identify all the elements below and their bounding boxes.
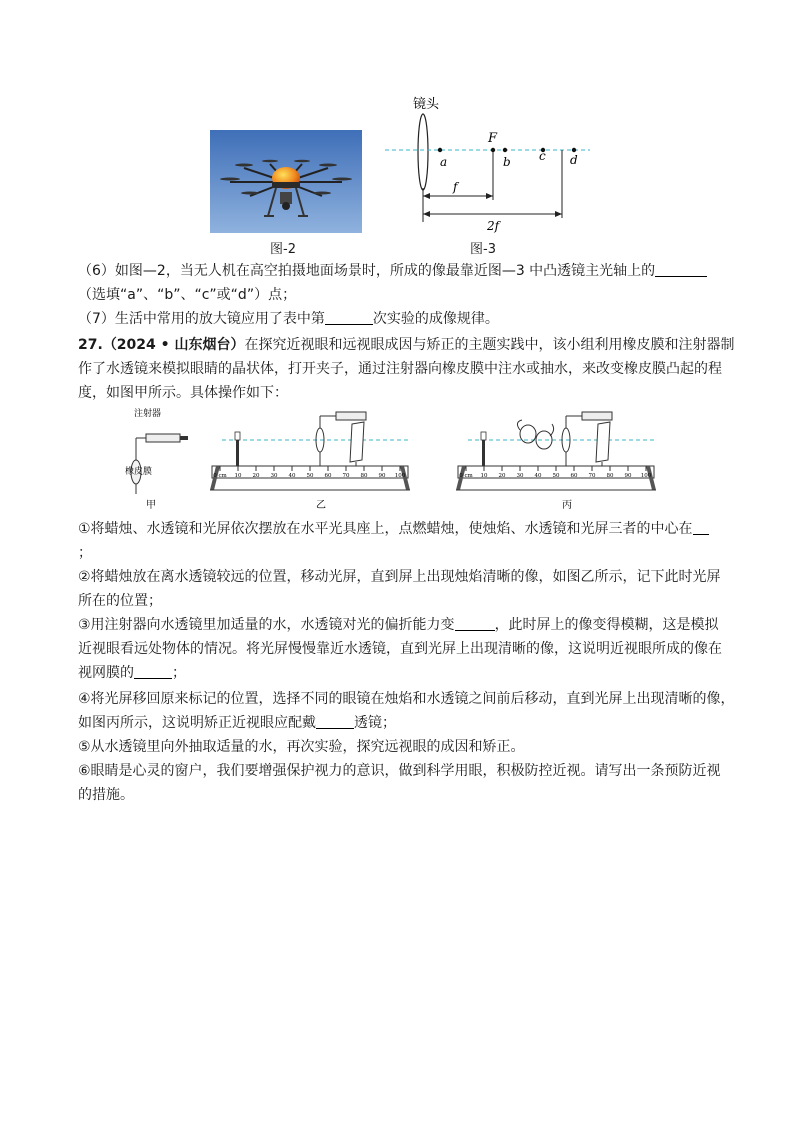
step-6-line-1: ⑥眼睛是心灵的窗户，我们要增强保护视力的意识，做到科学用眼，积极防控近视。请写出一条预防近视 <box>78 763 721 779</box>
question-27-line-2: 作了水透镜来模拟眼睛的晶状体，打开夹子，通过注射器向橡皮膜中注水或抽水，来改变橡皮膜凸起的程 <box>78 361 722 377</box>
step-3-line-2: 近视眼看远处物体的情况。将光屏慢慢靠近水透镜，直到光屏上出现清晰的像，这说明近视眼所成的像在 <box>78 641 722 657</box>
step-1-line-2: ； <box>78 545 92 561</box>
step-6-line-2: 的措施。 <box>78 787 134 803</box>
f-label: f <box>453 180 458 194</box>
ruler-tick-label: 100 <box>640 473 652 479</box>
caption-jia: 甲 <box>146 500 156 511</box>
answer-blank-q6[interactable] <box>655 262 707 277</box>
ruler-tick-label: 40 <box>288 473 296 479</box>
point-c-label: c <box>539 149 546 163</box>
answer-blank-step4[interactable] <box>316 714 354 729</box>
step-3-line-1: ③用注射器向水透镜里加适量的水，水透镜对光的偏折能力变 ，此时屏上的像变得模糊，这是模拟 <box>78 617 719 633</box>
answer-blank-step1[interactable] <box>693 520 709 535</box>
figure-3-caption: 图-3 <box>470 242 496 257</box>
point-b-label: b <box>503 155 511 169</box>
ruler-tick-label: 10 <box>480 473 488 479</box>
ruler-tick-label: 30 <box>270 473 278 479</box>
ruler-tick-label: 50 <box>552 473 560 479</box>
caption-bing: 丙 <box>562 500 572 511</box>
syringe-label: 注射器 <box>134 409 162 419</box>
ruler-tick-label: 90 <box>624 473 632 479</box>
ruler-tick-label: 20 <box>252 473 260 479</box>
caption-yi: 乙 <box>316 500 326 511</box>
question-27-line-3: 度，如图甲所示。具体操作如下： <box>78 385 288 401</box>
focal-point-label: F <box>488 131 498 146</box>
ruler-tick-label: 60 <box>570 473 578 479</box>
ruler-tick-label: 20 <box>498 473 506 479</box>
lens-diagram <box>385 92 600 240</box>
glasses-icon <box>517 420 553 449</box>
ruler-tick-label: 10 <box>234 473 242 479</box>
step-5: ⑤从水透镜里向外抽取适量的水，再次实验，探究远视眼的成因和矫正。 <box>78 739 525 755</box>
convex-lens-icon <box>418 114 428 190</box>
step-2-line-1: ②将蜡烛放在离水透镜较远的位置，移动光屏，直到屏上出现烛焰清晰的像，如图乙所示，记下此时光屏 <box>78 569 721 585</box>
drone-photo <box>210 130 362 233</box>
step-4-line-2: 如图丙所示，这说明矫正近视眼应配戴 透镜； <box>78 715 396 731</box>
question-7: （7）生活中常用的放大镜应用了表中第 次实验的成像规律。 <box>78 311 499 327</box>
ruler-tick-label: 40 <box>534 473 542 479</box>
answer-blank-q7[interactable] <box>325 310 373 325</box>
ruler-tick-label: 90 <box>378 473 386 479</box>
question-number: 27. <box>78 337 103 353</box>
2f-label: 2f <box>487 219 500 233</box>
setup-yi <box>210 412 410 511</box>
ruler-tick-label: 50 <box>306 473 314 479</box>
lens-label: 镜头 <box>413 97 440 112</box>
answer-blank-step3a[interactable] <box>455 616 495 631</box>
question-6-line-2: （选填“a”、“b”、“c”或“d”）点； <box>78 287 297 303</box>
ruler-tick-label: 80 <box>606 473 614 479</box>
question-source: （2024 • 山东烟台） <box>102 337 245 353</box>
question-27-line-1: 27.（2024 • 山东烟台）在探究近视眼和远视眼成因与矫正的主题实践中，该小组利用橡皮膜和注射器制 <box>78 337 735 353</box>
water-lens-setup <box>125 407 188 511</box>
membrane-label: 橡皮膜 <box>124 467 152 477</box>
point-d-label: d <box>570 153 578 167</box>
ruler-tick-label: 80 <box>360 473 368 479</box>
point-a-label: a <box>440 155 448 169</box>
answer-blank-step3b[interactable] <box>134 664 172 679</box>
step-3-line-3: 视网膜的 ； <box>78 665 186 681</box>
question-6-line-1: （6）如图—2，当无人机在高空拍摄地面场景时，所成的像最靠近图—3 中凸透镜主光轴上的 <box>78 260 707 282</box>
ruler-tick-label: 100 <box>394 473 406 479</box>
step-4-line-1: ④将光屏移回原来标记的位置，选择不同的眼镜在烛焰和水透镜之间前后移动，直到光屏上出现清晰的像， <box>78 691 735 707</box>
ruler-tick-label: 70 <box>588 473 596 479</box>
setup-bing <box>456 412 656 511</box>
apparatus-figure <box>100 402 700 514</box>
ruler-tick-label: 0 cm <box>213 473 227 479</box>
ruler-tick-label: 60 <box>324 473 332 479</box>
ruler-tick-label: 0 cm <box>459 473 473 479</box>
step-2-line-2: 所在的位置； <box>78 593 162 609</box>
step-1-line-1: ①将蜡烛、水透镜和光屏依次摆放在水平光具座上，点燃蜡烛，使烛焰、水透镜和光屏三者的中心在 <box>78 518 709 540</box>
figure-2-caption: 图-2 <box>270 242 296 257</box>
ruler-tick-label: 30 <box>516 473 524 479</box>
ruler-tick-label: 70 <box>342 473 350 479</box>
